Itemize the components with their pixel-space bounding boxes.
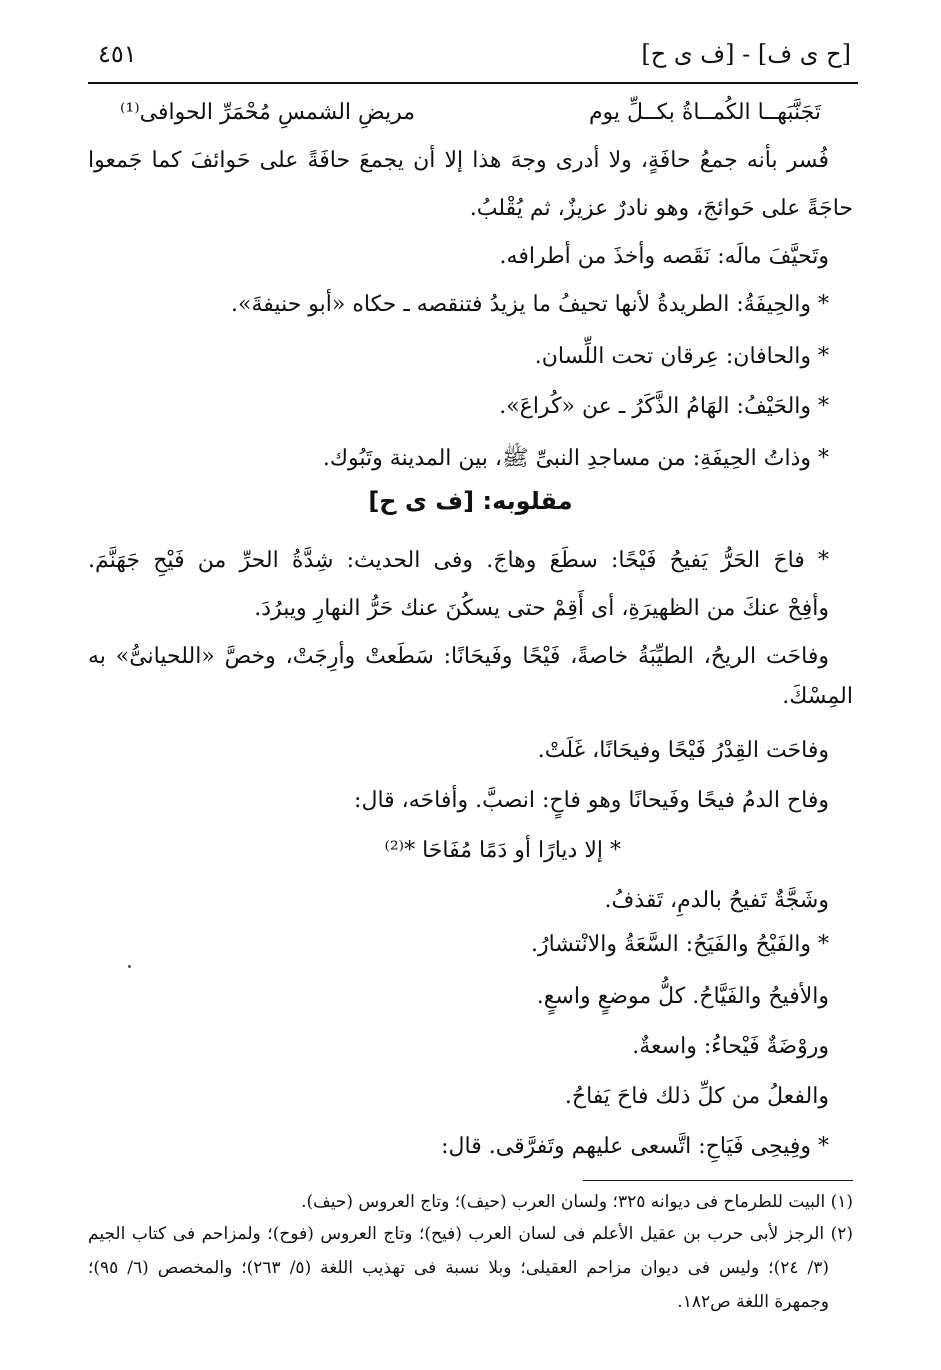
body-line: * والحَيْفُ: الهَامُ الذَّكَرُ ـ عن «كُراعَ». bbox=[499, 394, 829, 419]
footnote-1: (١) البيت للطرماح فى ديوانه ٣٢٥؛ ولسان العرب (حيف)؛ وتاج العروس (حيف). bbox=[301, 1192, 853, 1212]
footnote-2-line-1: (٢) الرجز لأبى حرب بن عقيل الأعلم فى لسان العرب (فيح)؛ وتاج العروس (فوح)؛ ولمزاحم فى كتاب الجيم bbox=[88, 1224, 853, 1244]
verse-2: * إلا ديارًا أو دَمًا مُفَاحَا *⁽²⁾ bbox=[384, 838, 621, 863]
header-divider bbox=[88, 82, 858, 84]
tail-line: * وفِيحِى فَيَاحِ: اتَّسعى عليهم وتَفرَّقى. قال: bbox=[441, 1134, 829, 1159]
print-speck bbox=[128, 965, 131, 968]
body-line: حاجَةً على حَوائجَ، وهو نادرٌ عزيزٌ، ثم يُقْلبُ. bbox=[469, 196, 853, 221]
section-line: وفاحَت القِدْرُ فَيْحًا وفيحَانًا، غَلَتْ. bbox=[537, 738, 829, 763]
section-line: وأفِحْ عنكَ من الظهيرَةِ، أى أَقِمْ حتى يسكُنَ عنك حَرُّ النهارِ ويبرُدَ. bbox=[254, 596, 829, 621]
tail-line: وشَجَّةٌ تَفيحُ بالدمِ، تَقذفُ. bbox=[604, 888, 829, 913]
tail-line: * والفَيْحُ والفَيَحُ: السَّعَةُ والانْتشارُ. bbox=[530, 932, 829, 957]
footnote-2-line-3: وجمهرة اللغة ص١٨٢. bbox=[677, 1292, 829, 1312]
tail-line: وروْضَةٌ فَيْحاءُ: واسعةٌ. bbox=[632, 1034, 829, 1059]
verse-1-second-hemistich: مريضِ الشمسِ مُحْمَرِّ الحوافى⁽¹⁾ bbox=[120, 100, 416, 125]
tail-line: والفعلُ من كلِّ ذلك فاحَ يَفاحُ. bbox=[564, 1084, 829, 1109]
tail-line: والأفيحُ والفَيَّاحُ. كلُّ موضعٍ واسعٍ. bbox=[536, 984, 829, 1009]
body-line: * وذاتُ الحِيفَةِ: من مساجدِ النبىِّ ﷺ، بين المدينة وتَبُوك. bbox=[322, 446, 829, 471]
footnote-divider bbox=[583, 1180, 853, 1181]
section-line: * فاحَ الحَرُّ يَفيحُ فَيْحًا: سطَعَ وهاجَ. وفى الحديث: شِدَّةُ الحرِّ من فَيْحِ جَهَنَّمَ. bbox=[88, 548, 829, 573]
running-head-root: [ح ى ف] - [ف ى ح] bbox=[641, 40, 851, 68]
section-line: وفاح الدمُ فيحًا وفَيحانًا وهو فاحٍ: انصبَّ. وأفاحَه، قال: bbox=[354, 788, 829, 813]
section-line: وفاحَت الريحُ، الطيِّبَةُ خاصةً، فَيْحًا وفَيحَانًا: سَطَعتْ وأرِجَتْ، وخصَّ «اللحيانىُّ» به bbox=[88, 644, 829, 669]
section-heading: مقلوبه: [ف ى ح] bbox=[368, 487, 573, 515]
section-line: المِسْكَ. bbox=[782, 684, 853, 709]
body-line: فُسر بأنه جمعُ حافَةٍ، ولا أدرى وجهَ هذا إلا أن يجمعَ حافَةً على حَوائفَ كما جَمعوا bbox=[88, 148, 829, 173]
page-number: ٤٥١ bbox=[98, 40, 137, 68]
footnote-2-line-2: (٣/ ٢٤)؛ وليس فى ديوان مزاحم العقيلى؛ وبلا نسبة فى تهذيب اللغة (٥/ ٢٦٣)؛ والمخصص (٦/ ٩٥)؛ bbox=[88, 1258, 829, 1278]
body-line: * والحِيفَةُ: الطريدةُ لأنها تحيفُ ما يزيدُ فتنقصه ـ حكاه «أبو حنيفةَ». bbox=[231, 292, 829, 317]
body-line: * والحافان: عِرقان تحت اللِّسان. bbox=[534, 344, 829, 369]
body-line: وتَحيَّفَ مالَه: نَقَصه وأخذَ من أطرافه. bbox=[499, 244, 829, 269]
verse-1-first-hemistich: تَجَنَّبَهــا الكُمــاةُ بكــلِّ يوم bbox=[588, 100, 821, 125]
